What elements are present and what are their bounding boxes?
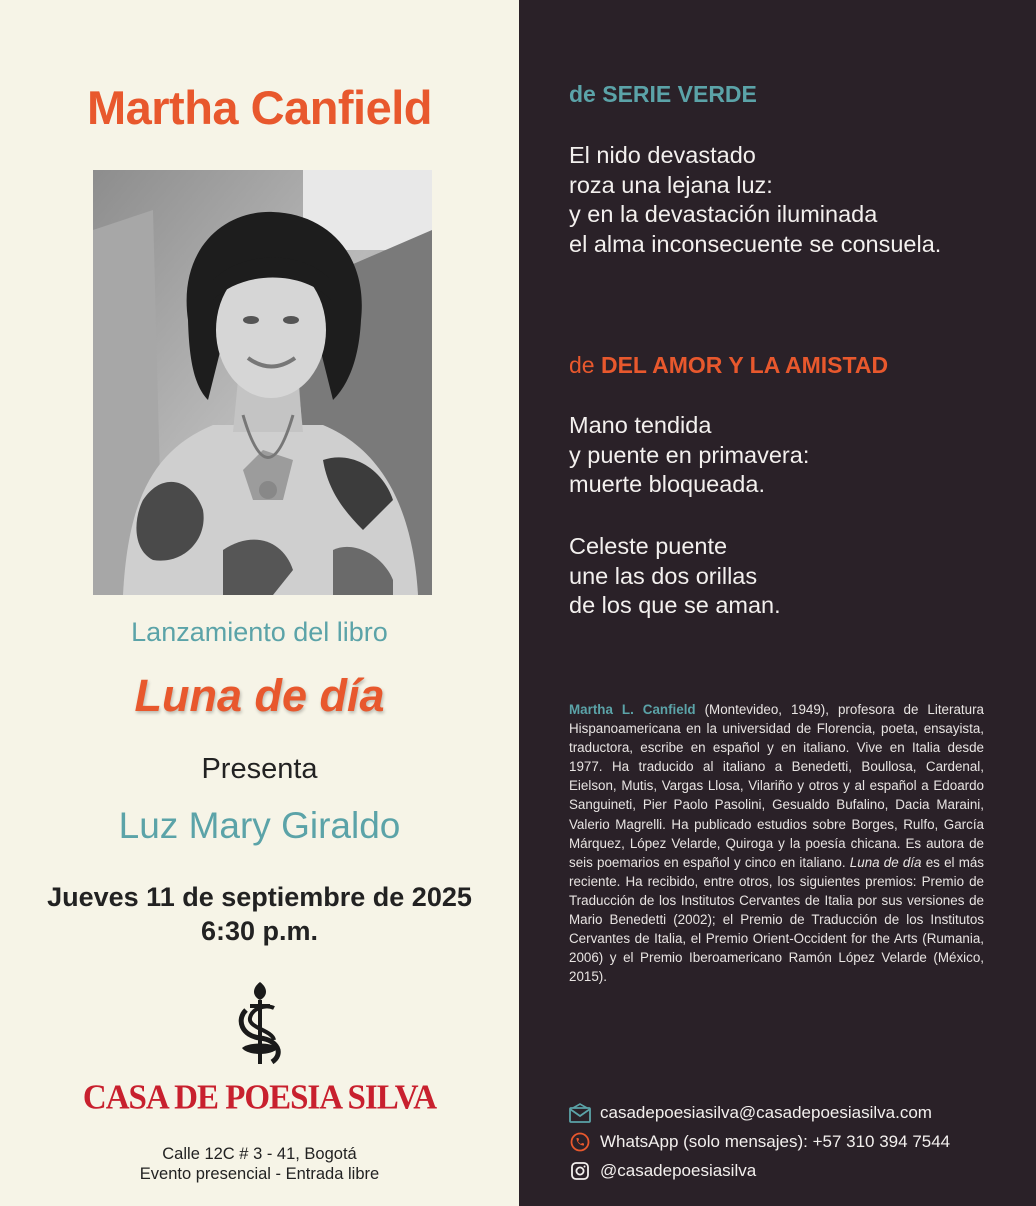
admission-line: Evento presencial - Entrada libre — [139, 1165, 380, 1183]
bio-book-title: Luna de día — [849, 854, 922, 870]
event-time: 6:30 p.m. — [200, 916, 319, 946]
instagram-icon — [569, 1160, 591, 1182]
emblem-icon — [232, 980, 288, 1066]
author-name: Martha Canfield — [86, 81, 433, 134]
bio-text-a: (Montevideo, 1949), profesora de Literatura Hispanoamericana en la universidad de Florencia, poeta, ensayista, traductora, escribe en español y en italiano. Vive en Italia desde 1977. Ha traducido al italiano a Benedetti, Boullosa, Cardenal, Eielson, Mutis, Vargas Llosa, Vilariño y otros y al español a Edoardo Sanguineti, Pier Paolo Pasolini, Gesualdo Bufalino, Dacia Maraini, Valerio Magrelli. Ha publicado estudios sobre Borges, Rulfo, García Márquez, López Velarde, Quiroga y la poesía chicana. Es autora de seis poemarios en español y cinco en italiano. — [569, 702, 984, 870]
poem2-prefix: de — [569, 352, 595, 378]
contact-instagram[interactable] — [569, 1156, 950, 1185]
bio-name: Martha L. Canfield — [569, 702, 696, 717]
author-photo — [93, 170, 432, 595]
launch-label: Lanzamiento del libro — [131, 617, 388, 647]
poem-line: une las dos orillas — [569, 562, 758, 589]
poem-line: roza una lejana luz: — [569, 171, 773, 198]
whatsapp-icon — [569, 1131, 591, 1153]
poem2-title — [569, 352, 888, 379]
book-title: Luna de día — [134, 670, 385, 721]
contact-email[interactable] — [569, 1098, 950, 1127]
poem1-title: de SERIE VERDE — [569, 81, 757, 107]
poem1 — [569, 141, 941, 259]
poem-line: de los que se aman. — [569, 592, 781, 618]
bio-text-b: es el más reciente. Ha recibido, entre otros, los siguientes premios: Premio de Traducción de los Institutos Cervantes de Italia por sus versiones de Mario Benedetti (2002); el Premio de Traducción de los Institutos Cervantes de Italia, el Premio Orient-Occident for the Arts (Rumania, 2006) y el Premio Iberoamericano Ramón López Velarde (México, 2015). — [569, 854, 984, 985]
event-datetime — [0, 880, 519, 948]
email-icon — [569, 1102, 591, 1124]
event-date: Jueves 11 de septiembre de 2025 — [47, 882, 472, 912]
poem-line: Celeste puente — [569, 533, 728, 559]
poem2-stanza1 — [569, 411, 809, 500]
address-line: Calle 12C # 3 - 41, Bogotá — [162, 1145, 357, 1163]
poem-line: Mano tendida — [569, 412, 712, 438]
poem-line: El nido devastado — [569, 142, 756, 168]
author-bio — [569, 700, 984, 986]
presenta-label: Presenta — [201, 753, 318, 785]
poem-line: el alma inconsecuente se consuela. — [569, 230, 942, 257]
email-text[interactable]: casadepoesiasilva@casadepoesiasilva.com — [600, 1102, 932, 1122]
poem2-title-text: DEL AMOR Y LA AMISTAD — [600, 352, 889, 378]
presenter-name: Luz Mary Giraldo — [118, 805, 401, 846]
venue-logo: CASA DE POESIA SILVA — [82, 1079, 437, 1117]
poem2-stanza2 — [569, 532, 781, 621]
contact-list — [569, 1098, 950, 1185]
poem-line: y en la devastación iluminada — [569, 201, 878, 227]
poem-line: muerte bloqueada. — [569, 471, 765, 497]
whatsapp-text[interactable]: WhatsApp (solo mensajes): +57 310 394 7544 — [600, 1131, 951, 1151]
address — [0, 1144, 519, 1184]
instagram-text[interactable]: @casadepoesiasilva — [600, 1160, 757, 1180]
poem-line: y puente en primavera: — [569, 441, 810, 468]
contact-whatsapp[interactable] — [569, 1127, 950, 1156]
